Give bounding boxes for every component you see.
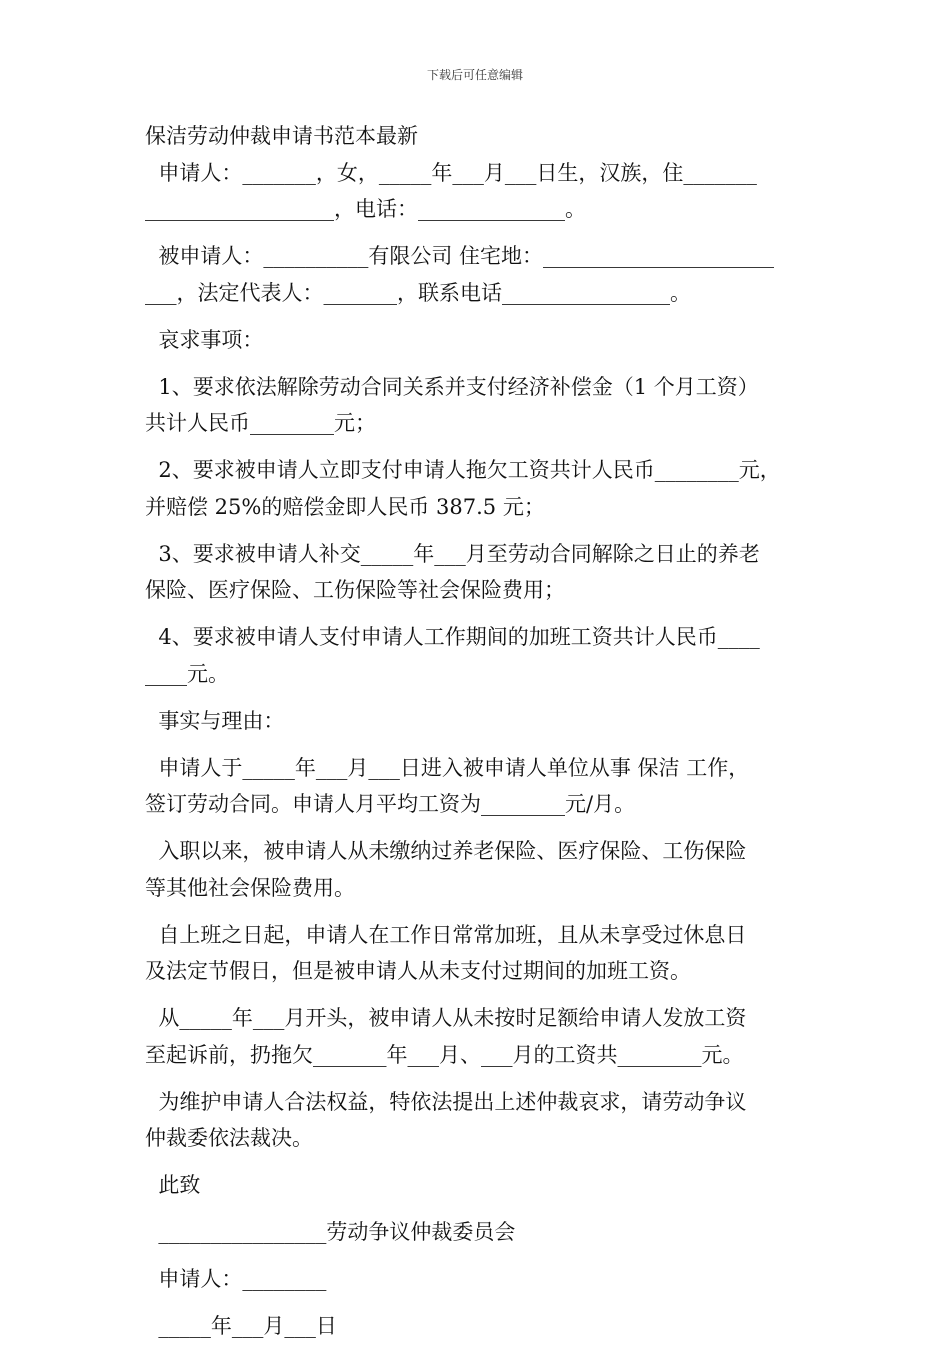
claim-2-line-1: 2、要求被申请人立即支付申请人拖欠工资共计人民币________元，: [145, 458, 781, 482]
fact-4-line-2: 至起诉前，扔拖欠_______年___月、___月的工资共________元。: [145, 1042, 744, 1067]
claim-4-line-1: 4、要求被申请人支付申请人工作期间的加班工资共计人民币____: [145, 625, 760, 649]
fact-4-line-1: 从_____年___月开头，被申请人从未按时足额给申请人发放工资: [145, 1006, 747, 1030]
applicant-line-1: 申请人：_______，女，_____年___月___日生，汉族，住_______: [145, 160, 757, 185]
closing-signer: 申请人：________: [145, 1267, 327, 1291]
closing-committee: ________________劳动争议仲裁委员会: [145, 1220, 516, 1244]
fact-3-line-1: 自上班之日起，申请人在工作日常常加班，且从未享受过休息日: [145, 922, 747, 947]
fact-1-line-2: 签订劳动合同。申请人月平均工资为________元/月。: [145, 792, 636, 816]
page-header: 下载后可任意编辑: [426, 68, 523, 82]
respondent-line-2: ___，法定代表人：_______，联系电话________________。: [145, 280, 691, 305]
fact-2-line-2: 等其他社会保险费用。: [145, 875, 355, 900]
closing-salutation: 此致: [145, 1173, 201, 1197]
claim-2-line-2: 并赔偿 25%的赔偿金即人民币 387.5 元；: [145, 494, 545, 519]
fact-5-line-1: 为维护申请人合法权益，特依法提出上述仲裁哀求，请劳动争议: [145, 1089, 747, 1114]
claim-3-line-2: 保险、医疗保险、工伤保险等社会保险费用；: [145, 578, 565, 602]
respondent-line-1: 被申请人：__________有限公司 住宅地：______________________: [145, 244, 775, 268]
claim-3-line-1: 3、要求被申请人补交_____年___月至劳动合同解除之日止的养老: [145, 541, 760, 566]
document-title: 保洁劳动仲裁申请书范本最新: [145, 124, 418, 148]
fact-2-line-1: 入职以来，被申请人从未缴纳过养老保险、医疗保险、工伤保险: [145, 839, 747, 863]
fact-3-line-2: 及法定节假日，但是被申请人从未支付过期间的加班工资。: [145, 959, 691, 983]
document-body: [145, 118, 810, 1345]
applicant-line-2: __________________，电话：______________。: [145, 197, 586, 221]
claim-1-line-1: 1、要求依法解除劳动合同关系并支付经济补偿金（1 个月工资）: [145, 374, 759, 399]
facts-heading: 事实与理由：: [145, 708, 285, 733]
claims-heading: 哀求事项：: [145, 327, 264, 352]
closing-date: _____年___月___日: [145, 1314, 337, 1338]
claim-4-line-2: ____元。: [145, 661, 229, 686]
fact-5-line-2: 仲裁委依法裁决。: [145, 1126, 313, 1150]
fact-1-line-1: 申请人于_____年___月___日进入被申请人单位从事 保洁 工作，: [145, 755, 750, 780]
claim-1-line-2: 共计人民币________元；: [145, 411, 376, 435]
